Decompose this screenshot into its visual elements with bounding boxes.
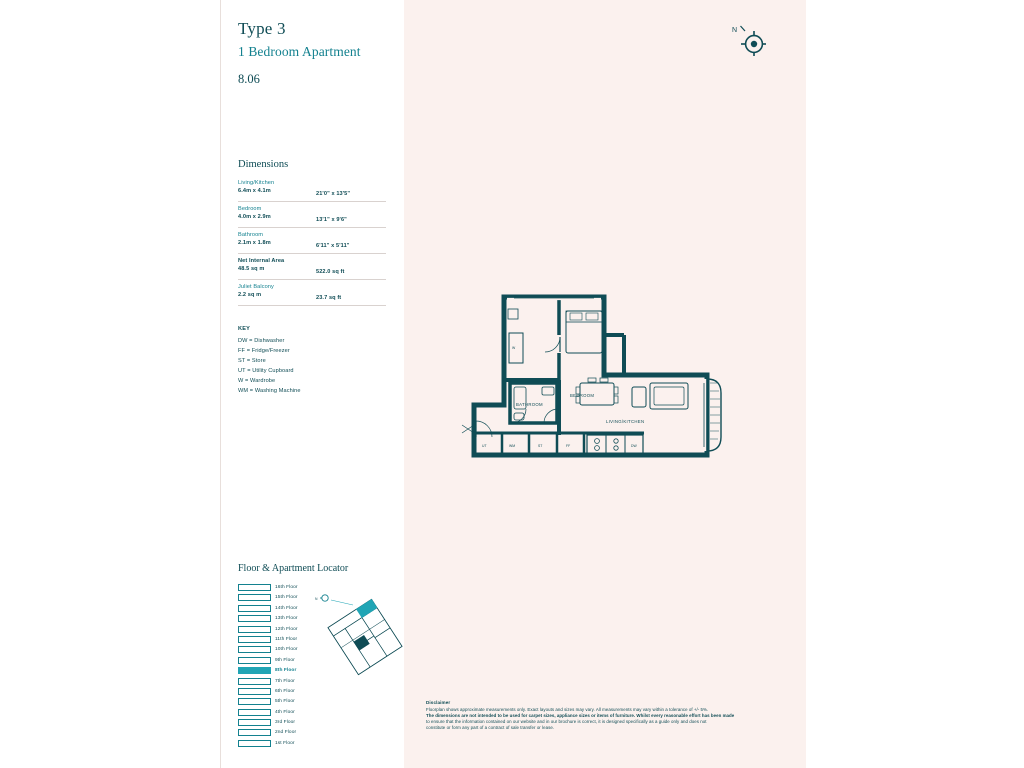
label-w: W [512,346,516,350]
key-title: KEY [238,326,251,332]
dimension-room-label: Living/Kitchen [238,180,275,186]
room-label-bathroom: BATHROOM [516,402,543,407]
table-row-net-internal-area [238,254,386,280]
floor-label: 9th Floor [275,657,295,663]
disclaimer-line: Floorplan shows approximate measurements only. Exact layouts and sizes may vary. All measurements may vary within a tolerance of +/- 5%. [426,706,709,712]
dimension-metric: 4.0m x 2.9m [238,214,271,220]
floor-bar [238,615,271,622]
room-label-living-kitchen: LIVING/KITCHEN [606,419,645,424]
floor-label: 12th Floor [275,626,298,632]
label-ff: FF [566,444,571,448]
table-row [238,280,386,306]
dimension-imperial: 21'0" x 13'5" [316,191,351,197]
table-row [238,228,386,254]
label-wm: WM [509,444,516,448]
floor-bar [238,688,271,695]
floor-bar [238,626,271,633]
floor-bar [238,646,271,653]
dimension-metric: 2.2 sq m [238,292,262,298]
label-ut: UT [482,444,487,448]
dimension-room-label: Net Internal Area [238,258,285,264]
floor-bar [238,584,271,591]
dimension-imperial: 23.7 sq ft [316,295,342,301]
plan-walls [462,297,721,455]
floor-bar [238,678,271,685]
dimension-imperial: 522.0 sq ft [316,269,345,275]
disclaimer-title: Disclaimer [426,700,451,705]
floor-bar [238,698,271,705]
room-label-bedroom: BEDROOM [570,393,595,398]
dimension-metric: 48.5 sq m [238,266,265,272]
floor-bar [238,605,271,612]
floor-label: 5th Floor [275,699,295,705]
dimension-metric: 6.4m x 4.1m [238,188,271,194]
floor-bar [238,719,271,726]
floor-label: 13th Floor [275,616,298,622]
list-item: DW = Dishwasher [238,338,285,344]
floor-label: 11th Floor [275,636,298,642]
list-item: FF = Fridge/Freezer [238,348,290,355]
floor-bar-active [238,667,271,674]
dimension-imperial: 6'11" x 5'11" [316,243,350,249]
list-item[interactable] [238,718,378,728]
list-item: W = Wardrobe [238,378,276,385]
unit-number: 8.06 [238,72,260,86]
floor-label: 1st Floor [275,740,295,746]
floor-bar [238,709,271,716]
apartment-floorplan [454,275,759,490]
label-st: ST [538,444,543,448]
disclaimer-line: to ensure that the information contained on our website and in our brochure is correct, it is designed specifically as a guide only and does not [426,718,707,724]
floor-label: 16th Floor [275,585,298,590]
dimension-room-label: Bedroom [238,206,262,212]
floor-label: 14th Floor [275,605,298,611]
dimensions-table [238,176,386,306]
plate-outline [328,599,402,674]
floor-plate-diagram [309,585,405,685]
plan-panel [404,0,806,768]
list-item: ST = Store [238,358,266,365]
floor-label: 15th Floor [275,595,298,601]
page-subtitle: 1 Bedroom Apartment [238,44,361,59]
key-list [238,336,388,397]
floor-label: 10th Floor [275,647,298,653]
disclaimer [426,700,788,731]
plan-room-labels [516,393,644,424]
floor-label: 4th Floor [275,709,295,715]
disclaimer-line: constitute or form any part of a contract of sale transfer or lease. [426,725,555,731]
floor-bar [238,657,271,664]
dimension-room-label: Bathroom [238,232,264,238]
floor-label: 2nd Floor [275,730,297,736]
floor-bar [238,740,271,747]
floor-label: 6th Floor [275,688,295,694]
locator-title: Floor & Apartment Locator [238,563,349,574]
locator-north-icon [315,595,328,601]
dimensions-heading: Dimensions [238,159,289,170]
floor-label: 7th Floor [275,678,295,684]
list-item: UT = Utility Cupboard [238,368,294,375]
list-item[interactable] [238,739,378,749]
list-item[interactable] [238,728,378,738]
compass-icon [732,22,770,60]
dimension-metric: 2.1m x 1.8m [238,240,271,246]
list-item[interactable] [238,697,378,707]
floor-bar [238,636,271,643]
svg-text:N: N [732,27,738,34]
floor-label: 8th Floor [275,668,297,674]
dimension-imperial: 13'1" x 9'6" [316,217,347,223]
table-row [238,176,386,202]
list-item: WM = Washing Machine [238,388,301,395]
floor-bar [238,594,271,601]
floor-label: 3rd Floor [275,720,296,726]
list-item[interactable] [238,687,378,697]
info-panel [220,0,405,768]
disclaimer-line: The dimensions are not intended to be used for carpet sizes, appliance sizes or items of furniture. Whilst every reasonable effort has been made [426,712,735,718]
floor-bar [238,729,271,736]
label-dw: DW [631,444,637,448]
page-title: Type 3 [238,19,286,38]
list-item[interactable] [238,708,378,718]
dimension-room-label: Juliet Balcony [238,284,274,290]
table-row [238,202,386,228]
svg-text:N: N [315,596,318,601]
